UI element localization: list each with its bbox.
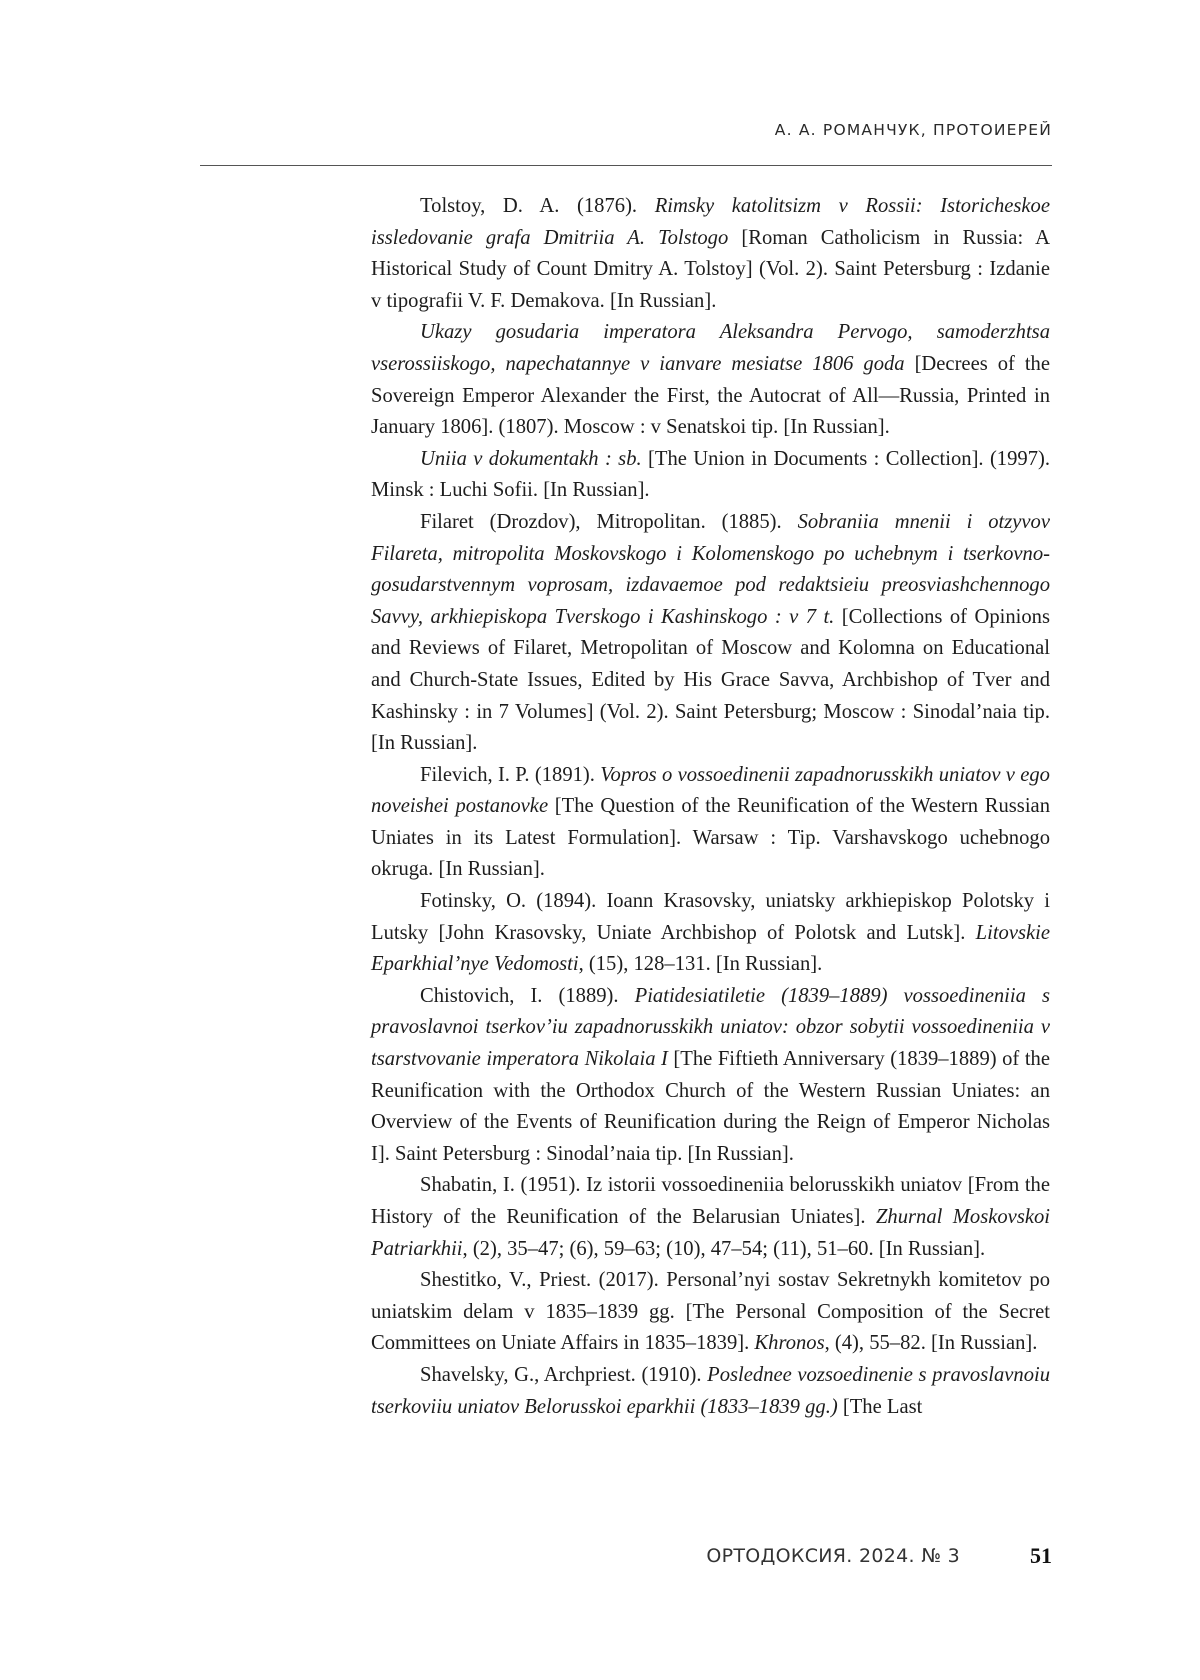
ref-lead: Filaret (Drozdov), Mitropolitan. (1885).	[420, 510, 798, 533]
ref-journal-italic: Zhurnal Moskovskoi Patriarkhii	[371, 1206, 1050, 1260]
reference-entry	[371, 760, 1050, 886]
running-head: А. А. РОМАНЧУК, ПРОТОИЕРЕЙ	[774, 121, 1052, 139]
ref-rest: [The Union in Documents : Collection]. (1997). Minsk : Luchi Sofii. [In Russian].	[371, 447, 1050, 502]
ref-rest: [The Question of the Reunification of the Western Russian Uniates in its Latest Formulation]. Warsaw : Tip. Varshavskogo uchebnogo okruga. [In Russian].	[371, 795, 1050, 881]
ref-rest: , (15), 128–131. [In Russian].	[578, 953, 823, 976]
ref-lead: Shestitko, V., Priest. (2017). Personal’nyi sostav Sekretnykh komitetov po uniatskim delam v 1835–1839 gg. [The Personal Composition of the Secret Committees on Uniate Affairs in 1835–1839].	[371, 1269, 1050, 1355]
ref-rest: [Roman Catholicism in Russia: A Historical Study of Count Dmitry A. Tolstoy] (Vol. 2). Saint Petersburg : Izdanie v tipografii V. F. Demakova. [In Russian].	[371, 226, 1050, 312]
ref-title-italic: Uniia v dokumentakh : sb.	[420, 447, 642, 470]
reference-list	[371, 191, 1050, 1423]
ref-lead: Shavelsky, G., Archpriest. (1910).	[420, 1363, 708, 1386]
ref-rest: [The Fiftieth Anniversary (1839–1889) of the Reunification with the Orthodox Church of the Western Russian Uniates: an Overview of the Events of Reunification during the Reign of Emperor Nicholas I]. Saint Petersburg : Sinodal’naia tip. [In Russian].	[371, 1048, 1050, 1165]
ref-lead: Filevich, I. P. (1891).	[420, 763, 601, 786]
reference-entry	[371, 1170, 1050, 1265]
ref-title-italic: Piatidesiatiletie (1839–1889) vossoedineniia s pravoslavnoi tserkov’iu zapadnorusskikh uniatov: obzor sobytii vossoedineniia v tsarstvovanie imperatora Nikolaia I	[371, 984, 1050, 1071]
reference-entry	[371, 444, 1050, 507]
reference-entry	[371, 886, 1050, 981]
ref-rest: , (2), 35–47; (6), 59–63; (10), 47–54; (11), 51–60. [In Russian].	[462, 1237, 986, 1260]
reference-entry	[371, 1360, 1050, 1423]
reference-entry	[371, 1265, 1050, 1360]
reference-entry	[371, 191, 1050, 317]
ref-lead: Tolstoy, D. A. (1876).	[420, 195, 655, 217]
ref-title-italic: Poslednee vozsoedinenie s pravoslavnoiu tserkoviiu uniatov Belorusskoi eparkhii (1833–1839 gg.)	[371, 1363, 1051, 1418]
ref-lead: Shabatin, I. (1951). Iz istorii vossoedineniia belorusskikh uniatov [From the History of the Reunification of the Belarusian Uniates].	[371, 1174, 1050, 1228]
reference-entry	[371, 981, 1050, 1171]
ref-title-italic: Vopros o vossoedinenii zapadnorusskikh uniatov v ego noveishei postanovke	[371, 763, 1050, 818]
page-number: 51	[1030, 1543, 1052, 1568]
ref-lead: Fotinsky, O. (1894). Ioann Krasovsky, uniatsky arkhiepiskop Polotsky i Lutsky [John Krasovsky, Uniate Archbishop of Polotsk and Lutsk].	[371, 890, 1050, 944]
ref-title-italic: Sobraniia mnenii i otzyvov Filareta, mitropolita Moskovskogo i Kolomenskogo po uchebnym i tserkovno-gosudarstvennym voprosam, izdavaemoe pod redaktsieiu preosviashchennogo Savvy, arkhiepiskopa Tverskogo i Kashinskogo : v 7 t.	[371, 510, 1050, 628]
ref-title-italic: Rimsky katolitsizm v Rossii: Istoricheskoe issledovanie grafa Dmitriia A. Tolstogo	[371, 195, 1050, 249]
ref-journal-italic: Litovskie Eparkhial’nye Vedomosti	[371, 921, 1050, 976]
header-rule	[200, 165, 1052, 166]
ref-rest: [Decrees of the Sovereign Emperor Alexander the First, the Autocrat of All—Russia, Printed in January 1806]. (1807). Moscow : v Senatskoi tip. [In Russian].	[371, 352, 1050, 439]
ref-title-italic: Ukazy gosudaria imperatora Aleksandra Pervogo, samoderzhtsa vserossiiskogo, napechatannye v ianvare mesiatse 1806 goda	[371, 321, 1050, 375]
reference-entry	[371, 507, 1050, 760]
ref-journal-italic: Khronos	[754, 1332, 825, 1355]
reference-entry	[371, 317, 1050, 443]
footer-journal-title: ОРТОДОКСИЯ. 2024. № 3	[706, 1545, 960, 1567]
ref-rest: [The Last	[837, 1395, 923, 1418]
ref-rest: [Collections of Opinions and Reviews of Filaret, Metropolitan of Moscow and Kolomna on Educational and Church-State Issues, Edited by His Grace Savva, Archbishop of Tver and Kashinsky : in 7 Volumes] (Vol. 2). Saint Petersburg; Moscow : Sinodal’naia tip. [In Russian].	[371, 605, 1050, 755]
ref-rest: , (4), 55–82. [In Russian].	[824, 1332, 1038, 1355]
ref-lead: Chistovich, I. (1889).	[420, 984, 635, 1007]
